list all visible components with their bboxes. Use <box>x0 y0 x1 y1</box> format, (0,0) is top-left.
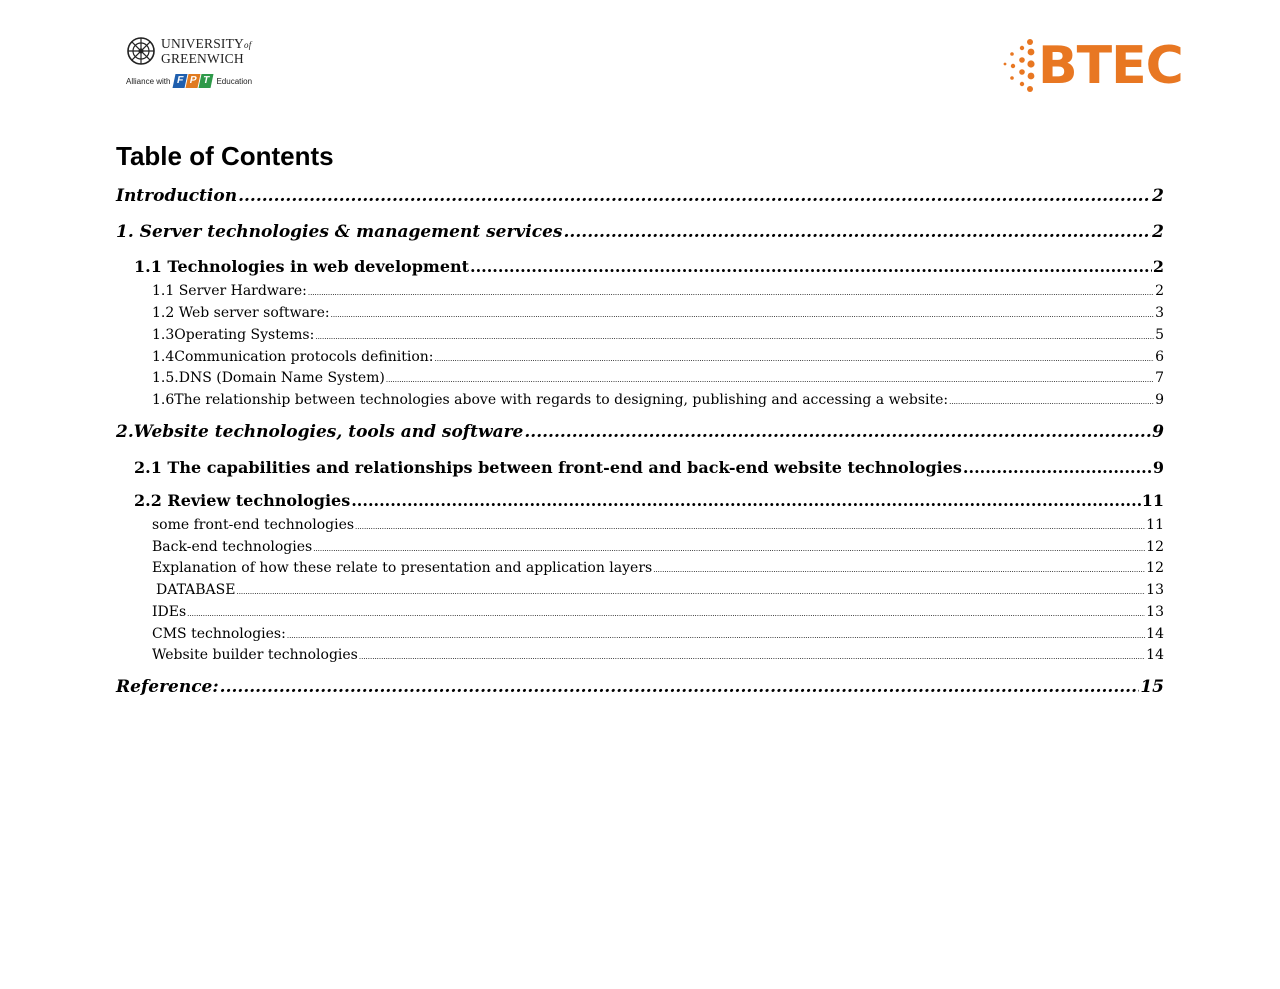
toc-leader <box>435 349 1155 365</box>
toc-title: Table of Contents <box>116 141 334 171</box>
toc-entry-front-end-technologies[interactable] <box>152 517 1164 533</box>
toc-entry-label: 1.3Operating Systems: <box>152 327 315 343</box>
toc-entry-database[interactable] <box>152 582 1164 598</box>
toc-entry-back-end-technologies[interactable] <box>152 539 1164 555</box>
toc-entry-label: 1.6The relationship between technologies above with regards to designing, publishing and accessing a website: <box>152 392 949 408</box>
toc-entry-communication-protocols[interactable] <box>152 349 1164 365</box>
fpt-logo <box>174 74 212 88</box>
toc-entry-label: 1.5.DNS (Domain Name System) <box>152 370 385 386</box>
toc-leader <box>949 392 1154 408</box>
toc-entry-page: 9 <box>1152 422 1164 442</box>
toc-entry-page: 14 <box>1146 626 1164 642</box>
toc-entry-page: 6 <box>1155 349 1164 365</box>
alliance-line <box>126 74 266 88</box>
toc-entry-page: 13 <box>1146 604 1164 620</box>
toc-entry-web-server-software[interactable] <box>152 305 1164 321</box>
toc-entry-label: 2.Website technologies, tools and software <box>116 422 524 442</box>
toc-leader <box>313 539 1145 555</box>
toc-entry-page: 14 <box>1146 647 1164 663</box>
toc-entry-server-hardware[interactable] <box>152 283 1164 299</box>
toc-leader <box>359 647 1145 663</box>
toc-entry-page: 15 <box>1140 677 1164 697</box>
toc-entry-label: Back-end technologies <box>152 539 313 555</box>
toc-leader <box>351 491 1141 510</box>
toc-entry-label: 2.1 The capabilities and relationships between front-end and back-end website technologies <box>134 458 962 477</box>
toc-leader <box>386 370 1154 386</box>
toc-entry-page: 12 <box>1146 539 1164 555</box>
toc-entry-front-back-end[interactable] <box>134 458 1164 477</box>
alliance-text: Alliance with <box>126 76 171 86</box>
toc-entry-page: 2 <box>1155 283 1164 299</box>
toc-leader <box>236 582 1145 598</box>
toc-entry-label: DATABASE <box>156 582 236 598</box>
toc-entry-introduction[interactable] <box>116 186 1164 206</box>
toc-entry-page: 2 <box>1152 222 1164 242</box>
toc-entry-technologies-web-development[interactable] <box>134 257 1164 276</box>
toc-entry-operating-systems[interactable] <box>152 327 1164 343</box>
toc-entry-label: 1. Server technologies & management services <box>116 222 563 242</box>
toc-entry-page: 11 <box>1146 517 1164 533</box>
toc-leader <box>238 186 1151 206</box>
toc-leader <box>331 305 1154 321</box>
toc-leader <box>355 517 1145 533</box>
toc-entry-page: 11 <box>1141 491 1164 510</box>
education-text: Education <box>216 76 253 86</box>
greenwich-crest-icon <box>126 36 156 66</box>
toc-entry-presentation-application-layers[interactable] <box>152 560 1164 576</box>
toc-entry-label: IDEs <box>152 604 187 620</box>
toc-entry-relationship-technologies[interactable] <box>152 392 1164 408</box>
toc-entry-page: 2 <box>1152 257 1164 276</box>
btec-logo <box>1000 34 1196 98</box>
toc-entry-cms-technologies[interactable] <box>152 626 1164 642</box>
university-of-greenwich-logo <box>126 36 266 102</box>
toc-entry-label: Reference: <box>116 677 219 697</box>
toc-entry-website-technologies[interactable] <box>116 422 1164 442</box>
toc-entry-label: 1.4Communication protocols definition: <box>152 349 434 365</box>
toc-entry-dns[interactable] <box>152 370 1164 386</box>
toc-entry-label: Introduction <box>116 186 238 206</box>
toc-entry-page: 13 <box>1146 582 1164 598</box>
university-name: UNIVERSITYof GREENWICH <box>161 36 252 66</box>
toc-entry-server-technologies[interactable] <box>116 222 1164 242</box>
toc-leader <box>287 626 1145 642</box>
toc-entry-ides[interactable] <box>152 604 1164 620</box>
btec-wordmark: BTEC <box>1038 36 1183 96</box>
toc-entry-reference[interactable] <box>116 677 1164 697</box>
toc-entry-website-builder[interactable] <box>152 647 1164 663</box>
toc-leader <box>315 327 1154 343</box>
toc-leader <box>524 422 1151 442</box>
toc-entry-page: 3 <box>1155 305 1164 321</box>
toc-leader <box>564 222 1152 242</box>
toc-entry-label: 1.1 Technologies in web development <box>134 257 470 276</box>
toc-entry-review-technologies[interactable] <box>134 491 1164 510</box>
toc-entry-label: CMS technologies: <box>152 626 286 642</box>
toc-entry-page: 9 <box>1155 392 1164 408</box>
fpt-letter-p: P <box>186 74 201 88</box>
toc-entry-page: 12 <box>1146 560 1164 576</box>
toc-leader <box>470 257 1152 276</box>
toc-entry-page: 2 <box>1152 186 1164 206</box>
toc-entry-label: Website builder technologies <box>152 647 358 663</box>
toc-leader <box>220 677 1140 697</box>
toc-entry-label: Explanation of how these relate to presentation and application layers <box>152 560 653 576</box>
toc-entry-page: 5 <box>1155 327 1164 343</box>
fpt-letter-t: T <box>199 74 214 88</box>
toc-entry-label: some front-end technologies <box>152 517 355 533</box>
btec-dots-icon <box>1000 36 1038 96</box>
toc-entry-page: 9 <box>1152 458 1164 477</box>
toc-entry-label: 1.2 Web server software: <box>152 305 330 321</box>
toc-entry-label: 1.1 Server Hardware: <box>152 283 307 299</box>
toc-leader <box>187 604 1145 620</box>
toc-entry-label: 2.2 Review technologies <box>134 491 351 510</box>
toc-entry-page: 7 <box>1155 370 1164 386</box>
fpt-letter-f: F <box>173 74 188 88</box>
toc-leader <box>308 283 1154 299</box>
toc-leader <box>653 560 1145 576</box>
toc-leader <box>963 458 1152 477</box>
